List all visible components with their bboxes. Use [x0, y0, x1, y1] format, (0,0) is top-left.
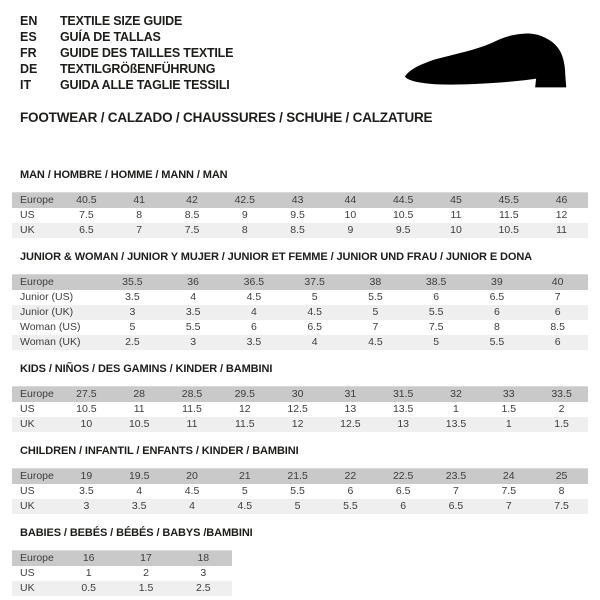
table-row: [12, 417, 588, 432]
size-cell: 40: [551, 276, 564, 288]
row-label: Europe: [20, 552, 54, 564]
size-cell: 45.5: [498, 194, 519, 206]
size-cell: 2.5: [125, 336, 140, 348]
size-cell: 19: [80, 470, 93, 482]
size-table-section: [12, 169, 588, 238]
category-heading: FOOTWEAR / CALZADO / CHAUSSURES / SCHUHE / CALZATURE: [20, 110, 433, 125]
table-row: [12, 305, 588, 320]
row-label: Junior (US): [20, 291, 74, 303]
size-cell: 1.5: [138, 582, 154, 594]
size-cell: 8: [136, 209, 143, 221]
size-cell: 12: [291, 418, 304, 430]
section-title: MAN / HOMBRE / HOMME / MANN / MAN: [20, 169, 228, 181]
size-cell: 5: [311, 291, 318, 303]
table-row: [12, 320, 588, 335]
size-cell: 20: [186, 470, 198, 482]
size-cell: 3.5: [185, 306, 201, 318]
size-cell: 2: [143, 567, 149, 579]
size-cell: 13.5: [392, 403, 414, 415]
size-cell: 8.5: [550, 321, 565, 333]
row-label: UK: [20, 418, 35, 430]
row-label: UK: [20, 582, 35, 594]
language-title: GUIDE DES TAILLES TEXTILE: [60, 46, 234, 60]
size-cell: 1: [453, 403, 459, 415]
size-cell: 28: [133, 388, 146, 400]
table-row: [12, 402, 588, 417]
size-cell: 5: [433, 336, 440, 348]
shoe-icon: [398, 30, 580, 98]
size-cell: 5: [241, 485, 248, 497]
size-cell: 10: [344, 209, 357, 221]
size-cell: 1: [85, 567, 92, 579]
size-cell: 7: [136, 224, 143, 236]
size-cell: 3.5: [79, 485, 94, 497]
size-cell: 41: [133, 194, 146, 206]
size-cell: 3.5: [246, 336, 262, 348]
size-cell: 5: [372, 306, 379, 318]
table-row: [12, 208, 588, 223]
size-cell: 13: [397, 418, 410, 430]
row-label: Woman (UK): [20, 336, 81, 348]
size-cell: 44: [344, 194, 357, 206]
size-cell: 31: [344, 388, 357, 400]
size-cell: 10: [450, 224, 462, 236]
size-cell: 4.5: [368, 336, 383, 348]
size-cell: 11.5: [182, 403, 202, 415]
size-cell: 12.5: [340, 418, 361, 430]
size-cell: 11.5: [234, 418, 255, 430]
size-cell: 11: [556, 224, 568, 236]
language-code: IT: [20, 78, 32, 92]
size-cell: 43: [291, 194, 304, 206]
row-label: Junior (UK): [20, 306, 74, 318]
row-label: Woman (US): [20, 321, 81, 333]
size-cell: 9.5: [290, 209, 305, 221]
size-cell: 7: [372, 321, 379, 333]
size-cell: 3: [83, 500, 90, 512]
size-cell: 9: [347, 224, 354, 236]
section-title: KIDS / NIÑOS / DES GAMINS / KINDER / BAMBINI: [20, 363, 273, 375]
size-cell: 3.5: [131, 500, 147, 512]
size-cell: 1.5: [501, 403, 517, 415]
size-cell: 17: [140, 552, 152, 564]
size-cell: 38: [369, 276, 382, 288]
row-label: US: [20, 209, 35, 221]
size-cell: 25: [555, 470, 568, 482]
size-cell: 39: [491, 276, 503, 288]
size-cell: 6.5: [307, 321, 322, 333]
size-cell: 5.5: [185, 321, 201, 333]
size-cell: 7.5: [554, 500, 569, 512]
size-cell: 12: [555, 209, 568, 221]
size-cell: 24: [502, 470, 515, 482]
size-cell: 13: [344, 403, 357, 415]
size-cell: 42.5: [234, 194, 255, 206]
table-row: [12, 581, 232, 596]
size-cell: 6: [554, 306, 561, 318]
size-cell: 6: [493, 306, 500, 318]
size-cell: 5.5: [489, 336, 505, 348]
table-row: [12, 335, 588, 350]
table-header-row: [12, 469, 588, 484]
size-cell: 21: [238, 470, 251, 482]
row-label: Europe: [20, 470, 54, 482]
size-cell: 5: [129, 321, 136, 333]
language-row: [20, 13, 588, 29]
size-cell: 44.5: [392, 194, 414, 206]
row-label: Europe: [20, 194, 54, 206]
size-cell: 7.5: [184, 224, 200, 236]
language-title: TEXTILGRÖßENFÜHRUNG: [60, 62, 216, 76]
size-cell: 31.5: [392, 388, 414, 400]
size-cell: 5.5: [290, 485, 305, 497]
size-cell: 5: [294, 500, 301, 512]
size-cell: 6.5: [395, 485, 411, 497]
row-label: UK: [20, 500, 35, 512]
size-cell: 4: [250, 306, 257, 318]
size-cell: 4: [136, 485, 143, 497]
size-cell: 11: [186, 418, 198, 430]
size-table-section: [12, 527, 588, 596]
table-header-row: [12, 387, 588, 402]
size-cell: 10.5: [392, 209, 414, 221]
size-cell: 22.5: [392, 470, 414, 482]
table-row: [12, 484, 588, 499]
language-code: DE: [20, 62, 38, 76]
row-label: UK: [20, 224, 35, 236]
size-cell: 45: [450, 194, 462, 206]
size-cell: 6: [400, 500, 407, 512]
table-row: [12, 499, 588, 514]
size-cell: 38.5: [425, 276, 447, 288]
size-table: [12, 192, 588, 238]
size-cell: 7.5: [501, 485, 517, 497]
section-title: CHILDREN / INFANTIL / ENFANTS / KINDER / BAMBINI: [20, 445, 299, 457]
size-cell: 11.5: [498, 209, 519, 221]
size-cell: 6: [250, 321, 257, 333]
size-cell: 13.5: [445, 418, 467, 430]
size-cell: 6: [433, 291, 440, 303]
size-cell: 4: [189, 500, 195, 512]
size-cell: 3.5: [125, 291, 140, 303]
size-cell: 10.5: [76, 403, 97, 415]
size-cell: 7.5: [428, 321, 444, 333]
size-cell: 5.5: [368, 291, 383, 303]
size-cell: 6.5: [79, 224, 94, 236]
size-cell: 36.5: [243, 276, 265, 288]
language-code: EN: [20, 14, 38, 28]
size-cell: 2: [558, 403, 565, 415]
size-cell: 3: [190, 336, 197, 348]
size-table: [12, 386, 588, 432]
size-cell: 12: [238, 403, 251, 415]
row-label: US: [20, 403, 35, 415]
size-cell: 42: [186, 194, 198, 206]
size-cell: 1.5: [554, 418, 569, 430]
size-cell: 7: [453, 485, 459, 497]
size-cell: 10.5: [498, 224, 519, 236]
size-table-section: [12, 363, 588, 432]
language-code: ES: [20, 30, 37, 44]
size-table: [12, 468, 588, 514]
language-code: FR: [20, 46, 37, 60]
size-cell: 11: [450, 209, 462, 221]
size-cell: 8: [493, 321, 500, 333]
language-title: GUIDA ALLE TAGLIE TESSILI: [60, 78, 230, 92]
size-cell: 10.5: [128, 418, 150, 430]
size-cell: 9.5: [395, 224, 411, 236]
size-cell: 46: [555, 194, 568, 206]
size-table: [12, 274, 588, 350]
size-cell: 8.5: [290, 224, 305, 236]
size-cell: 10: [80, 418, 93, 430]
size-cell: 16: [82, 552, 95, 564]
row-label: US: [20, 485, 35, 497]
size-cell: 4: [190, 291, 197, 303]
size-cell: 35.5: [122, 276, 143, 288]
size-cell: 6.5: [448, 500, 464, 512]
size-cell: 32: [450, 388, 462, 400]
size-cell: 27.5: [76, 388, 97, 400]
size-cell: 2.5: [196, 582, 211, 594]
size-cell: 1: [505, 418, 512, 430]
size-cell: 3: [129, 306, 136, 318]
table-row: [12, 223, 588, 238]
size-cell: 6.5: [489, 291, 505, 303]
size-cell: 7: [554, 291, 561, 303]
language-title: TEXTILE SIZE GUIDE: [60, 14, 183, 28]
row-label: US: [20, 567, 35, 579]
size-cell: 12.5: [287, 403, 308, 415]
size-cell: 8: [241, 224, 248, 236]
size-cell: 29.5: [234, 388, 255, 400]
size-cell: 4.5: [237, 500, 253, 512]
size-cell: 22: [344, 470, 357, 482]
size-cell: 40.5: [76, 194, 97, 206]
size-cell: 33: [502, 388, 515, 400]
size-cell: 18: [197, 552, 210, 564]
size-cell: 37.5: [304, 276, 325, 288]
row-label: Europe: [20, 388, 54, 400]
table-header-row: [12, 193, 588, 208]
size-cell: 4.5: [246, 291, 262, 303]
table-header-row: [12, 275, 588, 290]
language-title: GUÍA DE TALLAS: [60, 30, 161, 44]
size-cell: 11: [133, 403, 145, 415]
size-cell: 23.5: [445, 470, 467, 482]
size-tables: [12, 169, 588, 596]
row-label: Europe: [20, 276, 54, 288]
size-cell: 19.5: [128, 470, 150, 482]
table-header-row: [12, 551, 232, 566]
size-cell: 36: [187, 276, 199, 288]
size-cell: 3: [200, 567, 207, 579]
size-cell: 4: [311, 336, 318, 348]
size-cell: 4.5: [307, 306, 322, 318]
size-cell: 6: [347, 485, 354, 497]
size-cell: 5.5: [428, 306, 444, 318]
size-cell: 7.5: [79, 209, 94, 221]
size-table-section: [12, 445, 588, 514]
size-cell: 7: [505, 500, 512, 512]
size-table: [12, 550, 232, 596]
size-cell: 6: [554, 336, 561, 348]
size-cell: 0.5: [81, 582, 96, 594]
section-title: JUNIOR & WOMAN / JUNIOR Y MUJER / JUNIOR ET FEMME / JUNIOR UND FRAU / JUNIOR E DONA: [20, 251, 533, 263]
size-cell: 28.5: [181, 388, 203, 400]
section-title: BABIES / BEBÉS / BÉBÉS / BABYS /BAMBINI: [20, 527, 253, 539]
size-cell: 4.5: [184, 485, 200, 497]
size-cell: 33.5: [551, 388, 572, 400]
table-row: [12, 290, 588, 305]
table-row: [12, 566, 232, 581]
size-cell: 21.5: [287, 470, 308, 482]
size-cell: 9: [241, 209, 248, 221]
size-cell: 8.5: [184, 209, 200, 221]
size-cell: 5.5: [343, 500, 358, 512]
size-cell: 30: [291, 388, 304, 400]
size-cell: 8: [558, 485, 565, 497]
size-table-section: [12, 251, 588, 350]
